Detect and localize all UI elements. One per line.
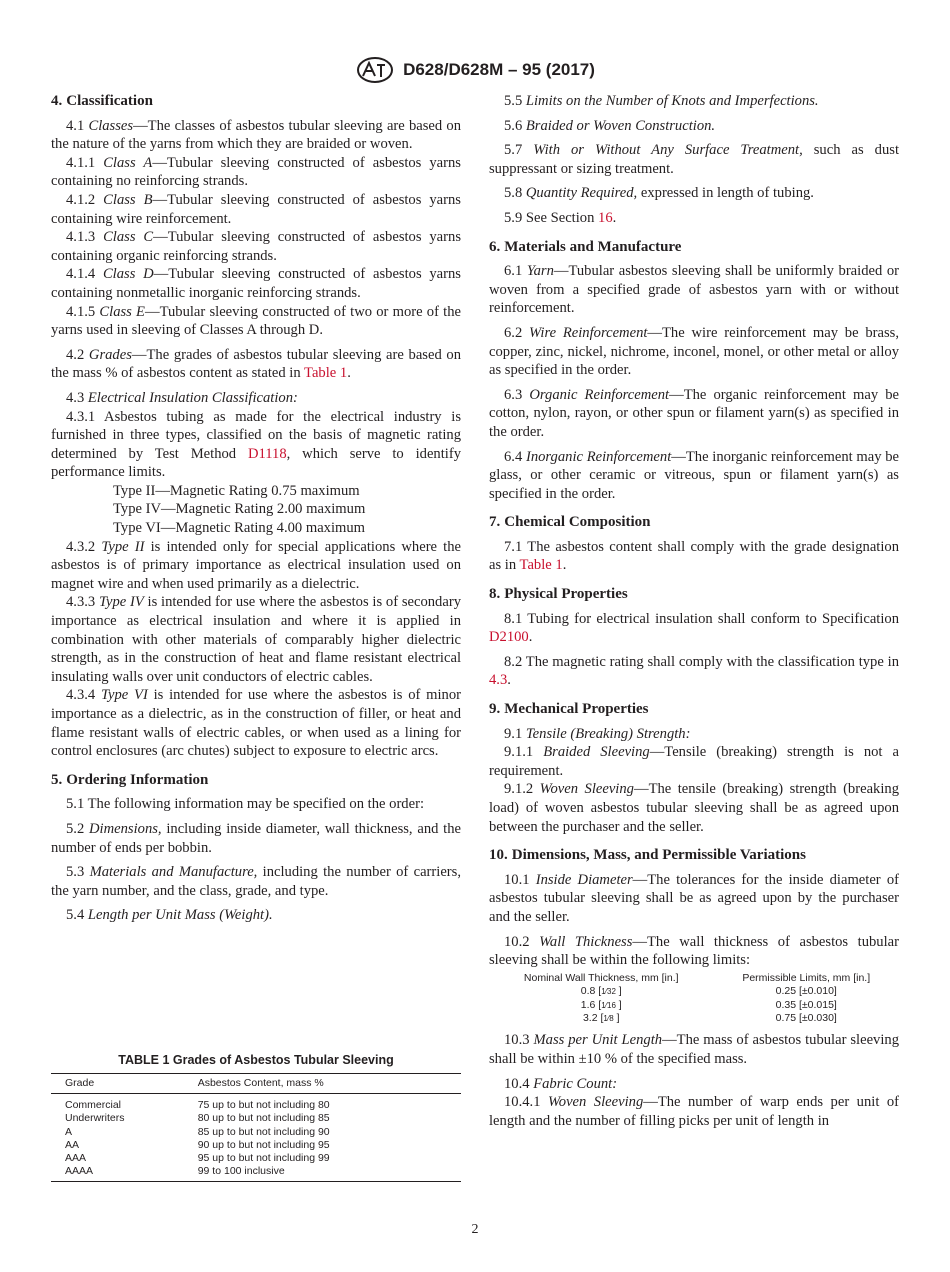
section-16-link[interactable]: 16 xyxy=(598,209,613,226)
table-1-link[interactable]: Table 1 xyxy=(304,365,348,382)
section-heading: 4. Classification xyxy=(51,93,153,109)
column-header: Grade xyxy=(51,1074,198,1094)
section-heading: 5. Ordering Information xyxy=(51,771,209,788)
table-row: Commercial 75 up to but not including 80 xyxy=(65,1099,330,1112)
paragraph: 4.1.2 Class B—Tubular sleeving constructed of asbestos yarns containing wire reinforcement. xyxy=(51,191,461,227)
d2100-link[interactable]: D2100 xyxy=(489,629,529,646)
left-column xyxy=(51,92,461,931)
paragraph: 5.9 See Section 16. xyxy=(504,209,617,226)
paragraph: 6.1 Yarn—Tubular asbestos sleeving shall be uniformly braided or woven from a specified grade of asbestos yarn with or without reinforcement. xyxy=(489,263,900,317)
right-column xyxy=(489,92,899,1130)
paragraph: 4.1.3 Class C—Tubular sleeving constructed of asbestos yarns containing organic reinforcing strands. xyxy=(51,229,461,264)
section-heading: 8. Physical Properties xyxy=(489,586,628,603)
paragraph: 6.2 Wire Reinforcement—The wire reinforcement may be brass, copper, zinc, nickel, nichrome, inconel, monel, or other metal or alloy as specified in the order. xyxy=(489,324,899,379)
paragraph: 4.1.5 Class E—Tubular sleeving constructed of two or more of the yarns used in sleeving of Classes A through D. xyxy=(51,303,462,339)
paragraph: 4.3.1 Asbestos tubing as made for the electrical industry is furnished in three types, classified on the basis of magnetic rating determined by Test Method D1118, which serve to identify performance limits. xyxy=(51,408,461,481)
paragraph: 6.4 Inorganic Reinforcement—The inorganic reinforcement may be glass, or other ceramic or vitreous, spun or filament yarn(s) as specified in the order. xyxy=(489,448,900,502)
paragraph: 5.7 With or Without Any Surface Treatment, such as dust suppressant or sizing treatment. xyxy=(489,142,899,177)
table-row: AAA 95 up to but not including 99 xyxy=(65,1152,330,1165)
document-designation: D628/D628M – 95 (2017) xyxy=(403,60,595,79)
paragraph: 10.3 Mass per Unit Length—The mass of asbestos tubular sleeving shall be within ±10 % of the specified mass. xyxy=(489,1032,900,1067)
paragraph: 5.5 Limits on the Number of Knots and Imperfections. xyxy=(504,93,819,109)
paragraph: 8.2 The magnetic rating shall comply with the classification type in 4.3. xyxy=(489,653,899,689)
paragraph: 10.1 Inside Diameter—The tolerances for the inside diameter of asbestos tubular sleeving shall be as agreed upon by the purchaser and the seller. xyxy=(489,871,899,925)
paragraph: 9.1.2 Woven Sleeving—The tensile (breaking) strength (breaking load) of woven asbestos tubular sleeving shall be as agreed upon between the purchaser and the seller. xyxy=(489,781,899,835)
type-item: Type VI—Magnetic Rating 4.00 maximum xyxy=(113,520,366,537)
page-header xyxy=(0,56,950,84)
type-item: Type II—Magnetic Rating 0.75 maximum xyxy=(113,482,360,499)
paragraph: 4.1.1 Class A—Tubular sleeving constructed of asbestos yarns containing no reinforcing strands. xyxy=(51,154,461,190)
paragraph: 4.1.4 Class D—Tubular sleeving constructed of asbestos yarns containing nonmetallic inorganic reinforcing strands. xyxy=(51,266,461,301)
table-row: AA 90 up to but not including 95 xyxy=(65,1138,330,1151)
paragraph: 4.3.4 Type VI is intended for use where the asbestos is of minor importance as a dielectric, as in the construction of filler, or heat and flame resistant walls of electric cables, or when used as a lining for control enclosures (arc chutes) subject to exposure to electric arcs. xyxy=(51,687,461,760)
table-row: 1.6 [1⁄16 ] 0.35 [±0.015] xyxy=(580,998,837,1011)
paragraph: 4.2 Grades—The grades of asbestos tubular sleeving are based on the mass % of asbestos content as stated in Table 1. xyxy=(51,346,462,382)
d1118-link[interactable]: D1118 xyxy=(247,445,287,462)
table-row: 0.8 [1⁄32 ] 0.25 [±0.010] xyxy=(580,985,837,998)
paragraph: 4.3 Electrical Insulation Classification: xyxy=(66,389,298,406)
section-heading: 10. Dimensions, Mass, and Permissible Variations xyxy=(489,847,806,864)
type-list xyxy=(51,482,461,538)
wall-thickness-table xyxy=(489,972,899,1026)
grades-table xyxy=(51,1073,461,1182)
paragraph: 8.1 Tubing for electrical insulation shall conform to Specification D2100. xyxy=(489,610,899,646)
section-heading: 6. Materials and Manufacture xyxy=(489,238,682,255)
table-row: A 85 up to but not including 90 xyxy=(65,1125,330,1138)
paragraph: 5.1 The following information may be specified on the order: xyxy=(66,796,424,813)
paragraph: 4.1 Classes—The classes of asbestos tubular sleeving are based on the nature of the yarns from which they are braided or woven. xyxy=(51,117,462,153)
paragraph: 6.3 Organic Reinforcement—The organic reinforcement may be cotton, nylon, rayon, or other spun or filament yarn(s) as specified in the order. xyxy=(489,386,899,440)
paragraph: 5.3 Materials and Manufacture, including the number of carriers, the yarn number, and the class, grade, and type. xyxy=(51,864,461,899)
table-title: TABLE 1 Grades of Asbestos Tubular Sleeving xyxy=(118,1053,394,1067)
paragraph: 7.1 The asbestos content shall comply with the grade designation as in Table 1. xyxy=(489,538,899,574)
table-row: Underwriters 80 up to but not including 85 xyxy=(65,1112,330,1125)
column-header: Nominal Wall Thickness, mm [in.] xyxy=(523,971,679,984)
paragraph: 10.4.1 Woven Sleeving—The number of warp ends per unit of length and the number of filling picks per unit of length in xyxy=(489,1094,899,1129)
column-header: Asbestos Content, mass % xyxy=(198,1074,461,1094)
table-1 xyxy=(51,1053,461,1182)
paragraph: 5.8 Quantity Required, expressed in length of tubing. xyxy=(504,185,814,202)
column-header: Permissible Limits, mm [in.] xyxy=(742,971,871,984)
section-heading: 7. Chemical Composition xyxy=(489,514,651,531)
paragraph: 10.2 Wall Thickness—The wall thickness of asbestos tubular sleeving shall be within the following limits: xyxy=(489,933,899,969)
paragraph: 4.3.3 Type IV is intended for use where the asbestos is of secondary importance as electrical insulation and where it is applied in combination with other materials of comparably higher dielectric strength, as in the construction of heat and flame resistant electrical insulating walls over unit conductors of electric cables. xyxy=(51,594,461,685)
table-1-link[interactable]: Table 1 xyxy=(519,557,563,574)
paragraph: 9.1.1 Braided Sleeving—Tensile (breaking) strength is not a requirement. xyxy=(489,744,899,779)
page-number: 2 xyxy=(471,1222,479,1237)
paragraph: 5.2 Dimensions, including inside diameter, wall thickness, and the number of ends per bobbin. xyxy=(51,820,461,856)
table-row: AAAA 99 to 100 inclusive xyxy=(51,1165,461,1182)
type-item: Type IV—Magnetic Rating 2.00 maximum xyxy=(113,501,366,518)
astm-logo-icon xyxy=(355,56,395,84)
section-heading: 9. Mechanical Properties xyxy=(489,701,649,718)
paragraph: 9.1 Tensile (Breaking) Strength: xyxy=(504,725,691,742)
paragraph: 10.4 Fabric Count: xyxy=(504,1075,618,1092)
section-4-3-link[interactable]: 4.3 xyxy=(489,672,508,689)
paragraph: 5.6 Braided or Woven Construction. xyxy=(504,117,716,134)
paragraph: 5.4 Length per Unit Mass (Weight). xyxy=(66,907,273,924)
table-row: 3.2 [1⁄8 ] 0.75 [±0.030] xyxy=(582,1011,837,1024)
paragraph: 4.3.2 Type II is intended only for special applications where the asbestos is of primary importance as electrical insulation used on magnet wire and when used primarily as a dielectric. xyxy=(51,538,461,592)
